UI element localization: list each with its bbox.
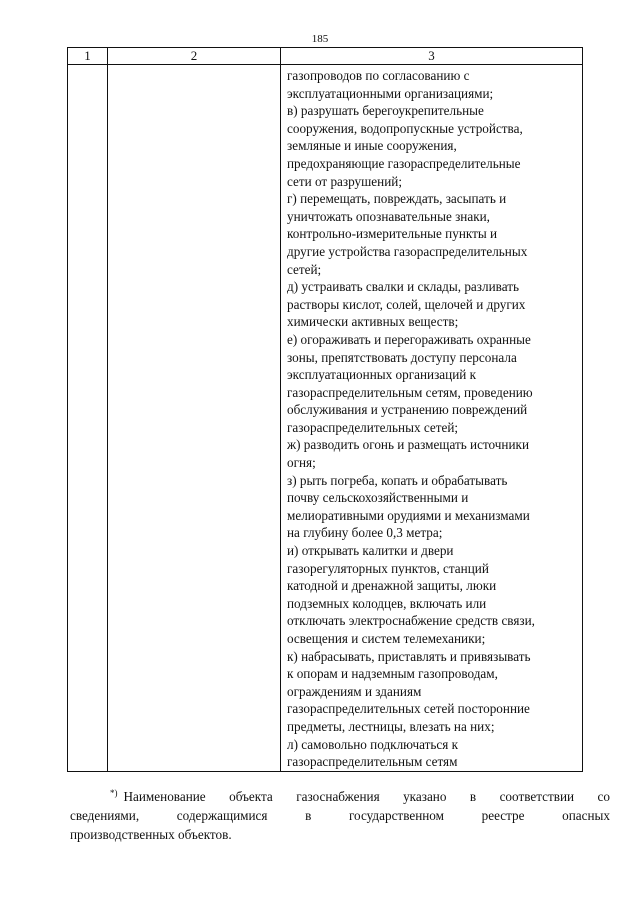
text-line: газораспределительным сетям	[287, 754, 458, 770]
text-line: к) набрасывать, приставлять и привязывать	[287, 648, 531, 664]
page-number: 185	[311, 33, 329, 45]
footnote-line-3: производственных объектов.	[70, 827, 232, 842]
text-line: химически активных веществ;	[287, 314, 459, 330]
footnote-line-2: сведениями, содержащимися в государственном реестре опасных	[70, 808, 610, 823]
text-line: газопроводов по согласованию с	[287, 68, 470, 83]
text-line: катодной и дренажной защиты, люки	[287, 578, 497, 594]
text-line: освещения и систем телемеханики;	[287, 631, 486, 646]
text-line: газораспределительных сетей посторонние	[287, 701, 530, 717]
footnote-marker: *)	[110, 787, 118, 798]
text-line: на глубину более 0,3 метра;	[287, 525, 443, 541]
text-line: г) перемещать, повреждать, засыпать и	[287, 191, 507, 207]
text-line: сетей;	[287, 261, 322, 277]
text-line: зоны, препятствовать доступу персонала	[287, 349, 517, 365]
footnote-text-1: Наименование объекта газоснабжения указано в соответствии со	[123, 789, 610, 804]
text-line: д) устраивать свалки и склады, разливать	[287, 279, 519, 295]
text-line: обслуживания и устранению повреждений	[287, 402, 528, 418]
text-line: мелиоративными орудиями и механизмами	[287, 507, 530, 523]
footnote-line-1	[70, 787, 610, 806]
column-1-cell	[68, 65, 108, 772]
column-header-3: 3	[281, 48, 583, 65]
column-2-cell	[108, 65, 281, 772]
document-table	[67, 47, 583, 772]
text-line: и) открывать калитки и двери	[287, 543, 454, 559]
text-line: ж) разводить огонь и размещать источники	[287, 437, 530, 453]
text-line: в) разрушать берегоукрепительные	[287, 103, 484, 119]
text-line: сооружения, водопропускные устройства,	[287, 120, 523, 136]
text-line: к опорам и надземным газопроводам,	[287, 666, 498, 682]
text-line: эксплуатационными организациями;	[287, 85, 494, 101]
column-3-cell	[281, 65, 583, 772]
text-line: л) самовольно подключаться к	[287, 736, 459, 752]
table-row	[68, 65, 583, 772]
column-header-2: 2	[108, 48, 281, 65]
footnote	[70, 787, 610, 844]
text-line: предметы, лестницы, влезать на них;	[287, 718, 495, 734]
text-line: газораспределительных сетей;	[287, 419, 459, 435]
text-line: почву сельскохозяйственными и	[287, 490, 469, 506]
text-line: подземных колодцев, включать или	[287, 595, 487, 611]
column-header-1: 1	[68, 48, 108, 65]
text-line: з) рыть погреба, копать и обрабатывать	[287, 472, 508, 488]
table-header-row	[68, 48, 583, 65]
text-line: другие устройства газораспределительных	[287, 243, 528, 259]
text-line: предохраняющие газораспределительные	[287, 155, 521, 171]
text-line: е) огораживать и перегораживать охранные	[287, 331, 531, 347]
text-line: ограждениям и зданиям	[287, 683, 422, 699]
text-line: земляные и иные сооружения,	[287, 138, 457, 154]
text-line: контрольно-измерительные пункты и	[287, 226, 498, 242]
text-line: сети от разрушений;	[287, 173, 402, 189]
text-line: отключать электроснабжение средств связи,	[287, 613, 535, 629]
text-line: газорегуляторных пунктов, станций	[287, 560, 489, 576]
text-line: огня;	[287, 455, 316, 471]
text-line: газораспределительным сетям, проведению	[287, 384, 533, 400]
text-line: эксплуатационных организаций к	[287, 367, 477, 383]
text-line: растворы кислот, солей, щелочей и других	[287, 296, 526, 312]
text-line: уничтожать опознавательные знаки,	[287, 208, 490, 224]
